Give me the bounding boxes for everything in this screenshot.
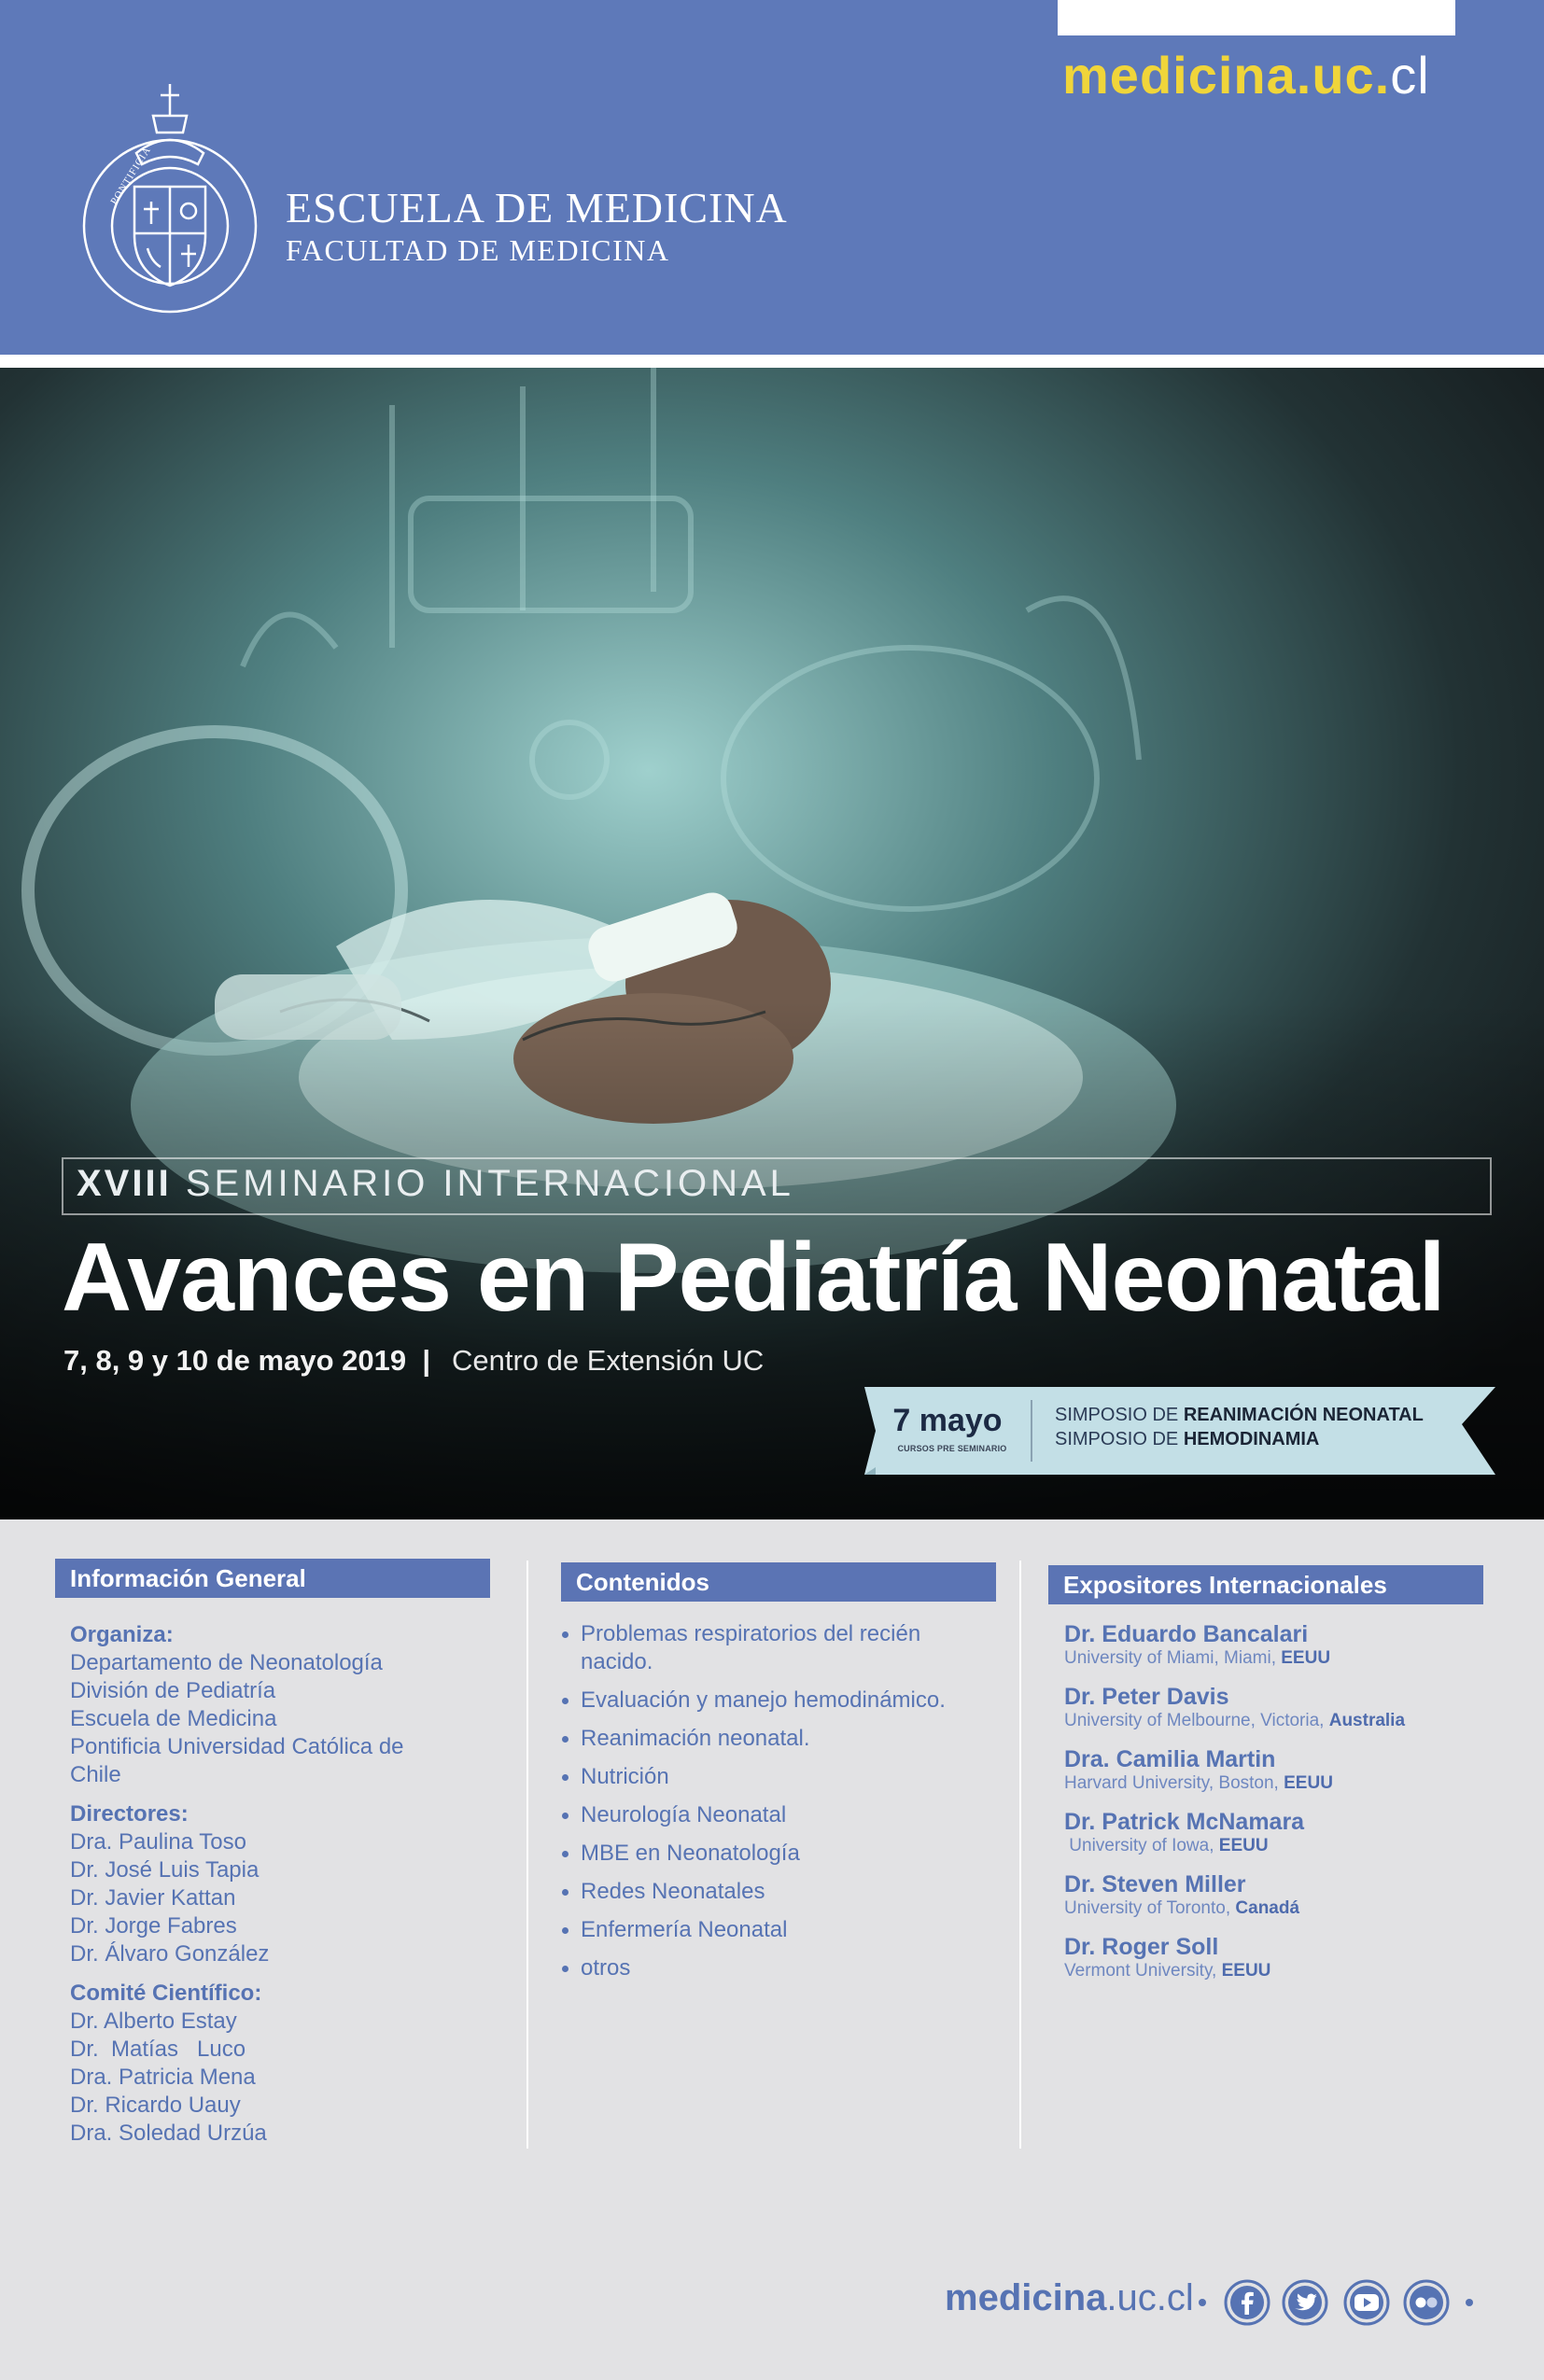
organiza-line: Pontificia Universidad Católica de (70, 1734, 404, 1759)
contenidos-heading: Contenidos (561, 1562, 996, 1602)
university-crest-logo (78, 75, 261, 323)
twitter-icon[interactable] (1282, 2279, 1328, 2326)
list-item: Nutrición (562, 1763, 988, 1791)
faculty-title: FACULTAD DE MEDICINA (286, 233, 670, 267)
separator-dot (1199, 2299, 1206, 2306)
speaker-name: Dra. Camilia Martin (1064, 1746, 1276, 1772)
speaker-affiliation: University of Miami, Miami, EEUU (1064, 1648, 1331, 1668)
info-heading: Información General (55, 1559, 490, 1598)
speaker-affiliation: University of Iowa, EEUU (1064, 1836, 1269, 1855)
speaker-affiliation: University of Toronto, Canadá (1064, 1898, 1300, 1918)
site-url[interactable]: medicina.uc.cl (1062, 46, 1430, 105)
expositores-list (1064, 1620, 1503, 1995)
facebook-icon[interactable] (1224, 2279, 1270, 2326)
comite-member: Dr. Matías Luco (70, 2037, 246, 2062)
speaker-affiliation: University of Melbourne, Victoria, Australia (1064, 1711, 1406, 1730)
school-title: ESCUELA DE MEDICINA (286, 184, 788, 231)
comite-member: Dra. Soledad Urzúa (70, 2121, 267, 2146)
footer-url[interactable]: medicina.uc.cl (945, 2277, 1194, 2318)
speaker-name: Dr. Patrick McNamara (1064, 1809, 1305, 1835)
list-item: Reanimación neonatal. (562, 1725, 988, 1753)
list-item: otros (562, 1954, 988, 1982)
director-name: Dr. Javier Kattan (70, 1885, 236, 1911)
header-white-tab (1058, 0, 1455, 35)
comite-label: Comité Científico: (70, 1981, 262, 2006)
organiza-line: Departamento de Neonatología (70, 1650, 383, 1675)
ribbon-date: 7 mayo (892, 1403, 1003, 1438)
speaker-name: Dr. Steven Miller (1064, 1871, 1246, 1897)
comite-member: Dra. Patricia Mena (70, 2065, 256, 2090)
comite-member: Dr. Ricardo Uauy (70, 2093, 241, 2118)
flickr-icon[interactable] (1403, 2279, 1450, 2326)
speaker-name: Dr. Peter Davis (1064, 1684, 1229, 1710)
organiza-label: Organiza: (70, 1622, 174, 1647)
header-divider (0, 355, 1544, 368)
list-item: Problemas respiratorios del recién nacido. (562, 1620, 988, 1676)
speaker-name: Dr. Roger Soll (1064, 1934, 1219, 1960)
event-dates: 7, 8, 9 y 10 de mayo 2019 | (63, 1344, 431, 1377)
info-section (70, 1621, 499, 2148)
director-name: Dr. José Luis Tapia (70, 1857, 260, 1883)
column-divider (1019, 1561, 1021, 2149)
organiza-line: División de Pediatría (70, 1678, 276, 1703)
svg-text:PONTIFICIA: PONTIFICIA (108, 144, 154, 207)
directores-label: Directores: (70, 1801, 189, 1827)
director-name: Dr. Jorge Fabres (70, 1913, 237, 1939)
director-name: Dra. Paulina Toso (70, 1829, 246, 1855)
organiza-line: Escuela de Medicina (70, 1706, 277, 1731)
list-item: Enfermería Neonatal (562, 1916, 988, 1944)
ribbon-symposium-1: SIMPOSIO DE REANIMACIÓN NEONATAL (1055, 1405, 1424, 1425)
ribbon-caption: CURSOS PRE SEMINARIO (897, 1444, 1007, 1453)
column-divider (526, 1561, 528, 2149)
director-name: Dr. Álvaro González (70, 1941, 270, 1967)
separator-dot (1466, 2299, 1473, 2306)
youtube-icon[interactable] (1343, 2279, 1390, 2326)
speaker-affiliation: Vermont University, EEUU (1064, 1961, 1271, 1981)
list-item: MBE en Neonatología (562, 1840, 988, 1868)
ribbon-divider (1031, 1400, 1032, 1462)
expositores-heading: Expositores Internacionales (1048, 1565, 1483, 1604)
list-item: Redes Neonatales (562, 1878, 988, 1906)
ribbon-symposium-2: SIMPOSIO DE HEMODINAMIA (1055, 1429, 1320, 1449)
speaker-affiliation: Harvard University, Boston, EEUU (1064, 1773, 1333, 1793)
speaker-name: Dr. Eduardo Bancalari (1064, 1621, 1309, 1647)
event-title: Avances en Pediatría Neonatal (62, 1224, 1445, 1332)
organiza-line: Chile (70, 1762, 121, 1787)
list-item: Evaluación y manejo hemodinámico. (562, 1687, 988, 1715)
contenidos-list (562, 1620, 988, 1993)
list-item: Neurología Neonatal (562, 1801, 988, 1829)
event-venue: Centro de Extensión UC (452, 1344, 765, 1377)
comite-member: Dr. Alberto Estay (70, 2009, 237, 2034)
seminar-heading: XVIII SEMINARIO INTERNACIONAL (77, 1163, 794, 1204)
